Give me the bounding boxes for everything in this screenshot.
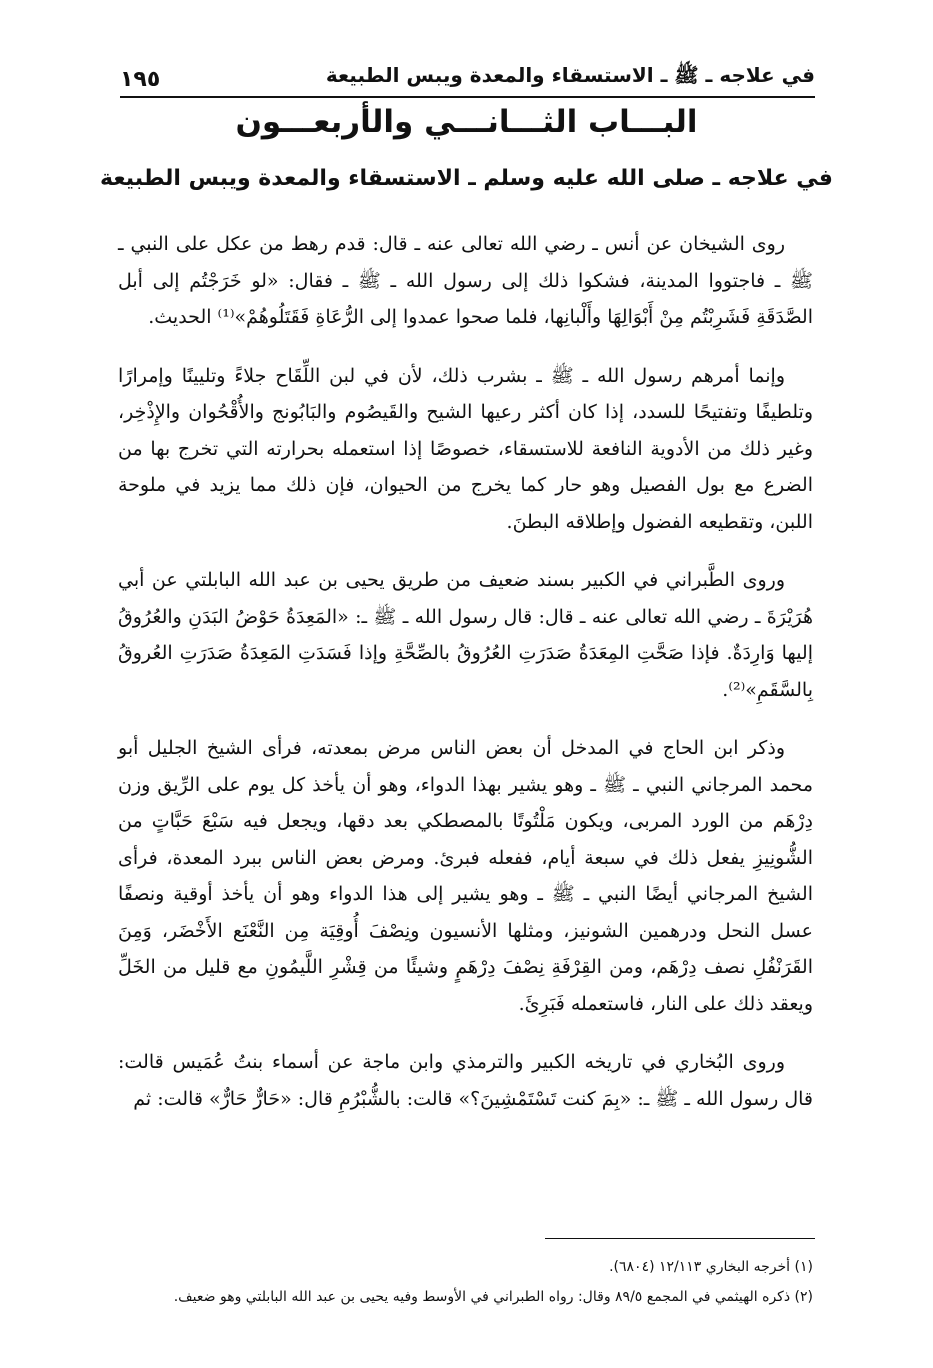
paragraph: وإنما أمرهم رسول الله ـ ﷺ ـ بشرب ذلك، لأن في لبن اللِّقَاح جلاءً وتليينًا وإمرارًا وتلطيفًا وتفتيحًا للسدد، إذا كان أكثر رعيها الشيح والقَيصُوم والبَابُونج والأُقْحُوان والإِذْخِر، وغير ذلك من الأدوية النافعة للاستسقاء، خصوصًا إذا استعمله بحرارته التي تخرج بها من الضرع مع بول الفصيل وهو حار كما يخرج من الحيوان، فإن ذلك مما يزيد في ملوحة اللبن، وتقطيعه الفضول وإطلاقه البطنَ. <box>118 364 813 533</box>
chapter-title: البـــاب الثـــانـــي والأربعـــون <box>235 104 698 140</box>
footnote: (١) أخرجه البخاري ١٢/١١٣ (٦٨٠٤). <box>609 1259 813 1275</box>
page-number: ١٩٥ <box>120 67 161 92</box>
footnote: (٢) ذكره الهيثمي في المجمع ٨٩/٥ وقال: رواه الطبراني في الأوسط وفيه يحيى بن عبد الله البابلتي وهو ضعيف. <box>173 1289 813 1305</box>
paragraph: وذكر ابن الحاج في المدخل أن بعض الناس مرض بمعدته، فرأى الشيخ الجليل أبو محمد المرجاني النبي ـ ﷺ ـ وهو يشير بهذا الدواء، وهو أن يأخذ كل يوم على الرِّيق وزن دِرْهَم من الورد المربى، ويكون مَلْتُوتًا بالمصطكي بعد دقها، ويجعل فيه سَبْعَ حَبَّاتٍ من الشُّونِيزِ يفعل ذلك في سبعة أيام، ففعله فبرئ. ومرض بعض الناس ببرد المعدة، فرأى الشيخ المرجاني أيضًا النبي ـ ﷺ ـ وهو يشير إلى هذا الدواء وهو أن يأخذ أوقية ونصفًا عسل النحل ودرهمين الشونيز، ومثلها الأنسيون ونِصْفَ أُوقِيَة مِن النَّعْنَع الأَخْضَر، وَمِنَ القَرَنْفُلِ نصف دِرْهَم، ومن القِرْفَةِ نِصْفَ دِرْهَمٍ وشيئًا من قِشْرِ اللَّيمُونِ مع قليل من الخَلِّ ويعقد ذلك على النار، فاستعمله فَبَرِئَ. <box>118 737 813 1015</box>
paragraph: وروى الطَّبراني في الكبير بسند ضعيف من طريق يحيى بن عبد الله البابلتي عن أبي هُرَيْرَةَ ـ رضي الله تعالى عنه ـ قال: قال رسول الله ـ ﷺ ـ: «المَعِدَةُ حَوْضُ البَدَنِ والعُرُوقُ إليها وَارِدَةٌ. فإذا صَحَّتِ المِعَدَةُ صَدَرَتِ العُرُوقُ بالصِّحَّةِ وإذا فَسَدَتِ المَعِدَةُ صَدَرَتِ العُروقُ بِالسَّقَمِ»⁽²⁾. <box>118 569 813 701</box>
running-title: في علاجه ـ ﷺ ـ الاستسقاء والمعدة ويبس الطبيعة <box>325 63 815 87</box>
chapter-subtitle: في علاجه ـ صلى الله عليه وسلم ـ الاستسقاء والمعدة ويبس الطبيعة <box>100 166 833 191</box>
footnotes <box>118 1252 813 1312</box>
running-header <box>120 48 815 98</box>
body-text <box>118 226 813 1139</box>
paragraph: وروى البُخاري في تاريخه الكبير والترمذي وابن ماجة عن أسماء بنتُ عُمَيس قالت: قال رسول الله ـ ﷺ ـ: «بِمَ كنت تَسْتَمْشِينَ؟» قالت: بالشُّبْرُمِ قال: «حَارٌّ حَارٌّ» قالت: ثم <box>118 1051 813 1110</box>
footnote-divider <box>545 1238 815 1239</box>
paragraph: روى الشيخان عن أنس ـ رضي الله تعالى عنه ـ قال: قدم رهط من عكل على النبي ـ ﷺ ـ فاجتووا المدينة، فشكوا ذلك إلى رسول الله ـ ﷺ ـ فقال: «لو خَرَجْتُم إلى أبل الصَّدَقَةِ فَشَرِبْتُم مِنْ أَبْوَالِهَا وأَلْبانِها، فلما صحوا عمدوا إلى الرُّعَاةِ فَقَتَلُوهُمْ»⁽¹⁾ الحديث. <box>118 233 813 328</box>
